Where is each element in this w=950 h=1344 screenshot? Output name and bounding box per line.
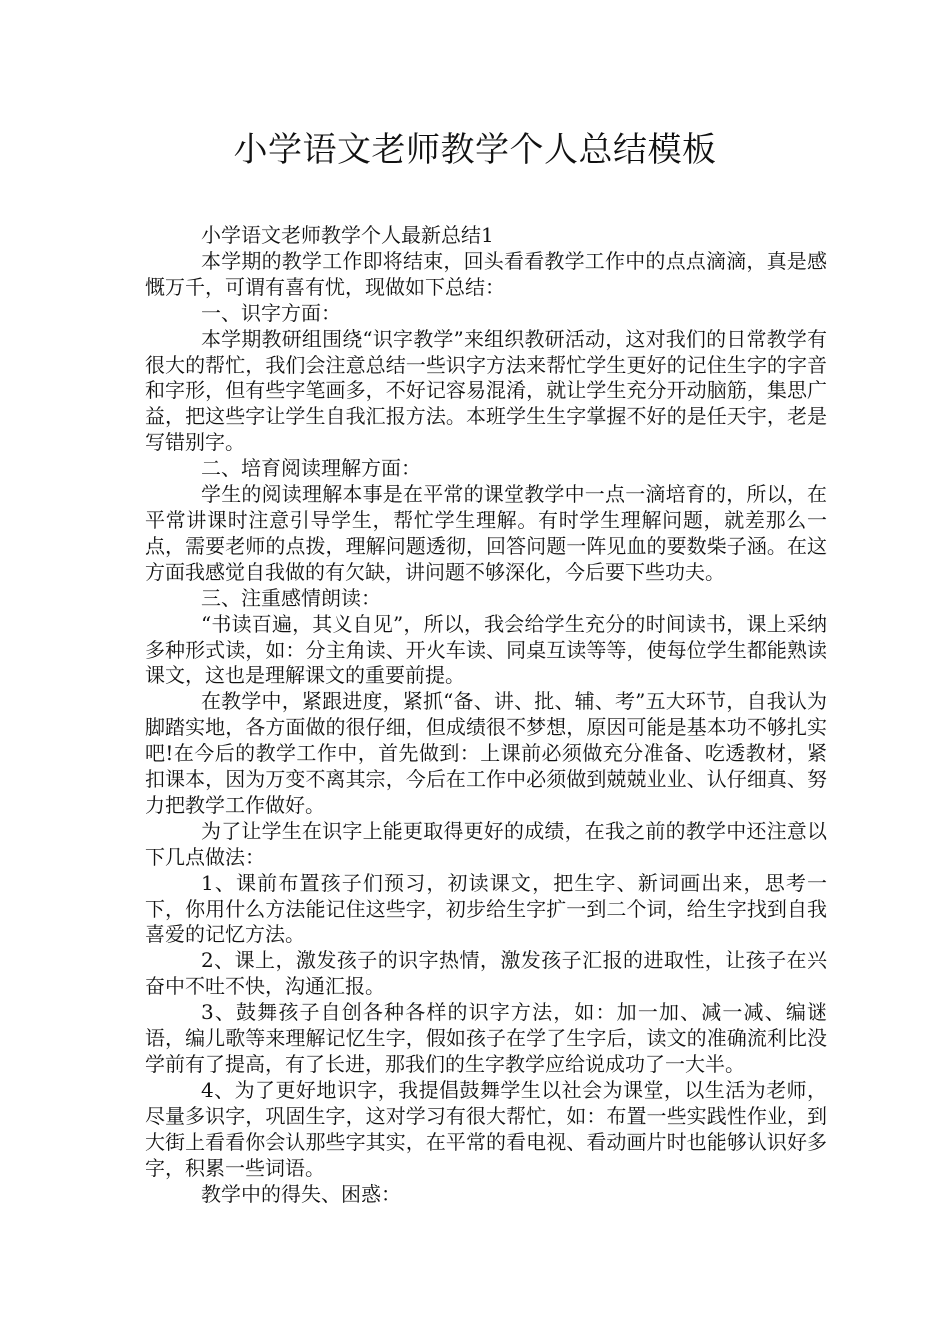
section-heading: 二、培育阅读理解方面： [201,456,421,481]
paragraph: 教学中的得失、困惑： [201,1181,401,1206]
section-heading: 一、识字方面： [201,300,341,325]
document-body [145,223,827,1207]
paragraph: 学生的阅读理解本事是在平常的课堂教学中一点一滴培育的，所以，在平常讲课时注意引导学生，帮忙学生理解。有时学生理解问题，就差那么一点，需要老师的点拨，理解问题透彻，回答问题一阵见血的要数柴子涵。在这方面我感觉自我做的有欠缺，讲问题不够深化，今后要下些功夫。 [145,482,827,584]
document-title: 小学语文老师教学个人总结模板 [233,130,717,170]
list-item: 3、鼓舞孩子自创各种各样的识字方法，如：加一加、减一减、编谜语，编儿歌等来理解记忆生字，假如孩子在学了生字后，读文的准确流利比没学前有了提高，有了长进，那我们的生字教学应给说成功了一大半。 [145,1000,827,1076]
section-heading: 三、注重感情朗读： [201,585,381,610]
paragraph: 为了让学生在识字上能更取得更好的成绩，在我之前的教学中还注意以下几点做法： [145,818,827,869]
list-item: 1、课前布置孩子们预习，初读课文，把生字、新词画出来，思考一下，你用什么方法能记住这些字，初步给生字扩一到二个词，给生字找到自我喜爱的记忆方法。 [145,870,827,947]
paragraph: 在教学中，紧跟进度，紧抓“备、讲、批、辅、考”五大环节，自我认为脚踏实地，各方面做的很仔细，但成绩很不梦想，原因可能是基本功不够扎实吧!在今后的教学工作中，首先做到：上课前必须做充分准备、吃透教材，紧扣课本，因为万变不离其宗，今后在工作中必须做到兢兢业业、认仔细真、努力把教学工作做好。 [145,689,827,817]
list-item: 2、课上，激发孩子的识字热情，激发孩子汇报的进取性，让孩子在兴奋中不吐不快，沟通汇报。 [145,948,827,999]
list-item: 4、为了更好地识字，我提倡鼓舞学生以社会为课堂，以生活为老师，尽量多识字，巩固生字，这对学习有很大帮忙，如：布置一些实践性作业，到大街上看看你会认那些字其实，在平常的看电视、看动画片时也能够认识好多字，积累一些词语。 [145,1077,827,1180]
paragraph: 小学语文老师教学个人最新总结1 [201,223,494,247]
paragraph: 本学期的教学工作即将结束，回头看看教学工作中的点点滴滴，真是感慨万千，可谓有喜有忧，现做如下总结： [145,248,827,299]
paragraph: “书读百遍，其义自见”，所以，我会给学生充分的时间读书，课上采纳多种形式读，如：分主角读、开火车读、同桌互读等等，使每位学生都能熟读课文，这也是理解课文的重要前提。 [145,611,827,688]
paragraph: 本学期教研组围绕“识字教学”来组织教研活动，这对我们的日常教学有很大的帮忙，我们会注意总结一些识字方法来帮忙学生更好的记住生字的字音和字形，但有些字笔画多，不好记容易混淆，就让学生充分开动脑筋，集思广益，把这些字让学生自我汇报方法。本班学生生字掌握不好的是任天宇，老是写错别字。 [145,326,827,455]
